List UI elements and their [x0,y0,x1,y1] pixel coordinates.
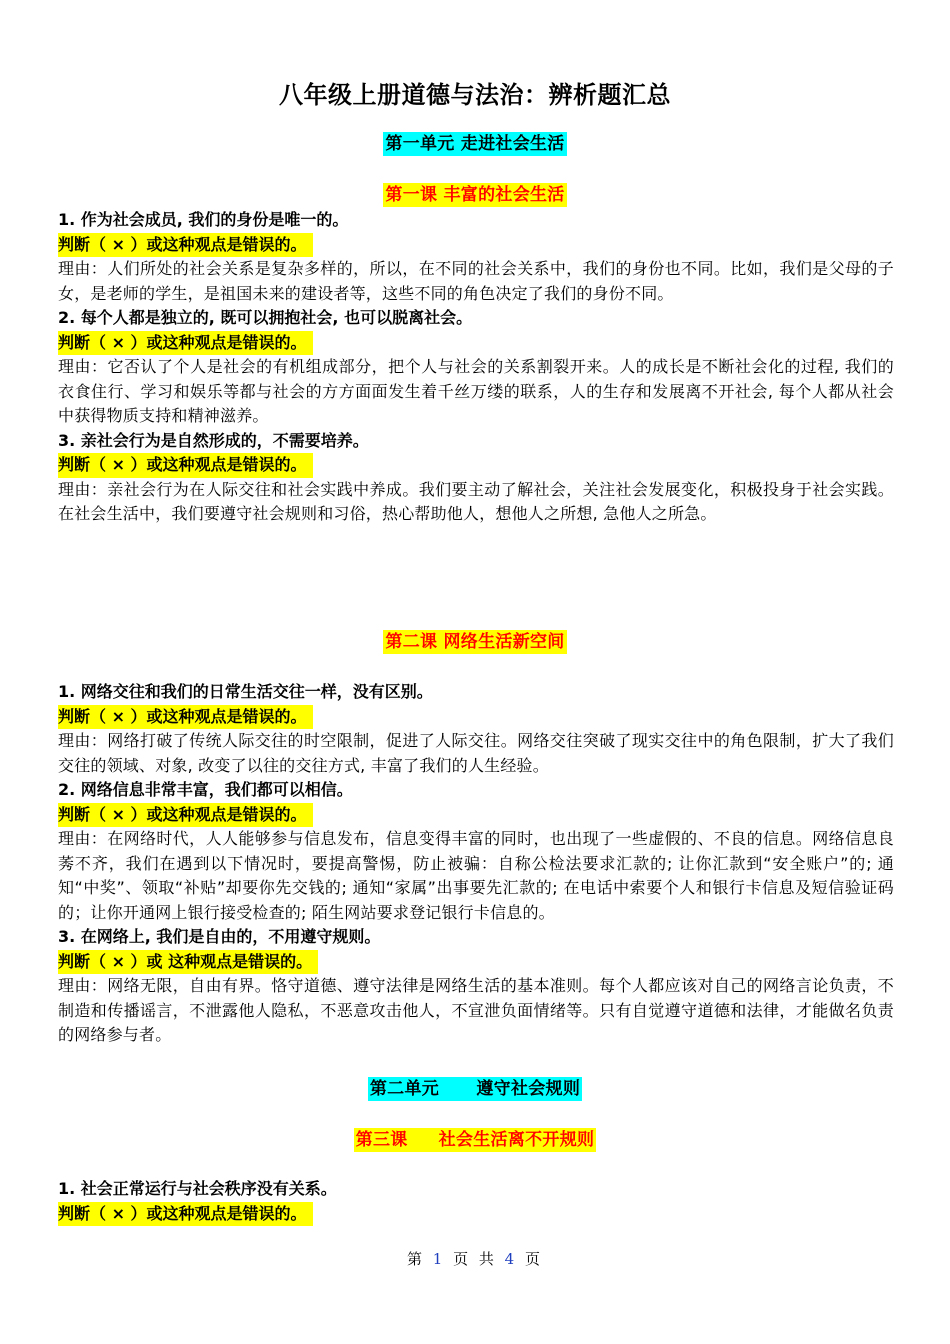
footer-suffix: 页 [525,1250,544,1268]
question-3-1: 1. 社会正常运行与社会秩序没有关系。 [58,1179,337,1198]
reason-1-2: 理由：它否认了个人是社会的有机组成部分，把个人与社会的关系割裂开来。人的成长是不断社会化的过程, 我们的衣食住行、学习和娱乐等都与社会的方方面面发生着千丝万缕的联系，人的生存和发展离不开社会, 每个人都从社会中获得物质支持和精神滋养。 [58,357,894,425]
page-footer [0,1248,950,1270]
reason-2-3: 理由：网络无限，自由有界。恪守道德、遵守法律是网络生活的基本准则。每个人都应该对自己的网络言论负责，不制造和传播谣言，不泄露他人隐私，不恶意攻击他人，不宣泄负面情绪等。只有自觉遵守道德和法律，才能做名负责的网络参与者。 [58,976,894,1044]
lesson3-heading: 第三课 社会生活离不开规则 [355,1130,595,1150]
footer-middle: 页 共 [453,1250,497,1268]
lesson1-heading: 第一课 丰富的社会生活 [385,185,565,205]
question-2-1: 1. 网络交往和我们的日常生活交往一样，没有区别。 [58,682,433,701]
lesson3-content [58,1177,894,1226]
judgement-1-3: 判断（ × ）或这种观点是错误的。 [58,453,313,478]
lesson2-row [0,630,950,654]
footer-prefix: 第 [406,1250,425,1268]
question-1-2: 2. 每个人都是独立的, 既可以拥抱社会, 也可以脱离社会。 [58,308,473,327]
judgement-1-1: 判断（ × ）或这种观点是错误的。 [58,233,313,258]
reason-1-3: 理由：亲社会行为在人际交往和社会实践中养成。我们要主动了解社会，关注社会发展变化，积极投身于社会实践。在社会生活中，我们要遵守社会规则和习俗，热心帮助他人，想他人之所想, 急他人之所急。 [58,479,894,523]
unit1-heading: 第一单元 走进社会生活 [385,134,565,154]
judgement-2-1: 判断（ × ）或这种观点是错误的。 [58,705,313,730]
question-1-1: 1. 作为社会成员, 我们的身份是唯一的。 [58,210,349,229]
reason-2-2: 理由：在网络时代，人人能够参与信息发布，信息变得丰富的同时，也出现了一些虚假的、不良的信息。网络信息良莠不齐，我们在遇到以下情况时，要提高警惕，防止被骗：自称公检法要求汇款的; 让你汇款到“安全账户”的; 通知“中奖”、领取“补贴”却要你先交钱的; 通知“家属”出事要先汇款的; 在电话中索要个人和银行卡信息及短信验证码的；让你开通网上银行接受检查的; 陌生网站要求登记银行卡信息的。 [58,829,894,922]
reason-1-1: 理由：人们所处的社会关系是复杂多样的，所以，在不同的社会关系中，我们的身份也不同。比如，我们是父母的子女，是老师的学生，是祖国未来的建设者等，这些不同的角色决定了我们的身份不同。 [58,259,894,303]
judgement-1-2: 判断（ × ）或这种观点是错误的。 [58,331,313,356]
lesson3-row [0,1128,950,1152]
judgement-2-3: 判断（ × ）或 这种观点是错误的。 [58,950,318,975]
question-2-2: 2. 网络信息非常丰富，我们都可以相信。 [58,780,353,799]
lesson1-content [58,208,894,527]
unit2-heading: 第二单元 遵守社会规则 [369,1079,581,1099]
question-2-3: 3. 在网络上, 我们是自由的，不用遵守规则。 [58,927,381,946]
unit1-row [0,132,950,156]
judgement-3-1: 判断（ × ）或这种观点是错误的。 [58,1202,313,1227]
page-title: 八年级上册道德与法治：辨析题汇总 [279,81,671,109]
unit2-row [0,1077,950,1101]
footer-page-number: 1 [432,1250,446,1268]
lesson2-heading: 第二课 网络生活新空间 [385,632,565,652]
lesson2-content [58,680,894,1048]
judgement-2-2: 判断（ × ）或这种观点是错误的。 [58,803,313,828]
question-1-3: 3. 亲社会行为是自然形成的，不需要培养。 [58,430,369,450]
reason-2-1: 理由：网络打破了传统人际交往的时空限制，促进了人际交往。网络交往突破了现实交往中的角色限制，扩大了我们交往的领域、对象, 改变了以往的交往方式, 丰富了我们的人生经验。 [58,731,894,775]
lesson1-row [0,183,950,207]
footer-total-pages: 4 [504,1250,518,1268]
